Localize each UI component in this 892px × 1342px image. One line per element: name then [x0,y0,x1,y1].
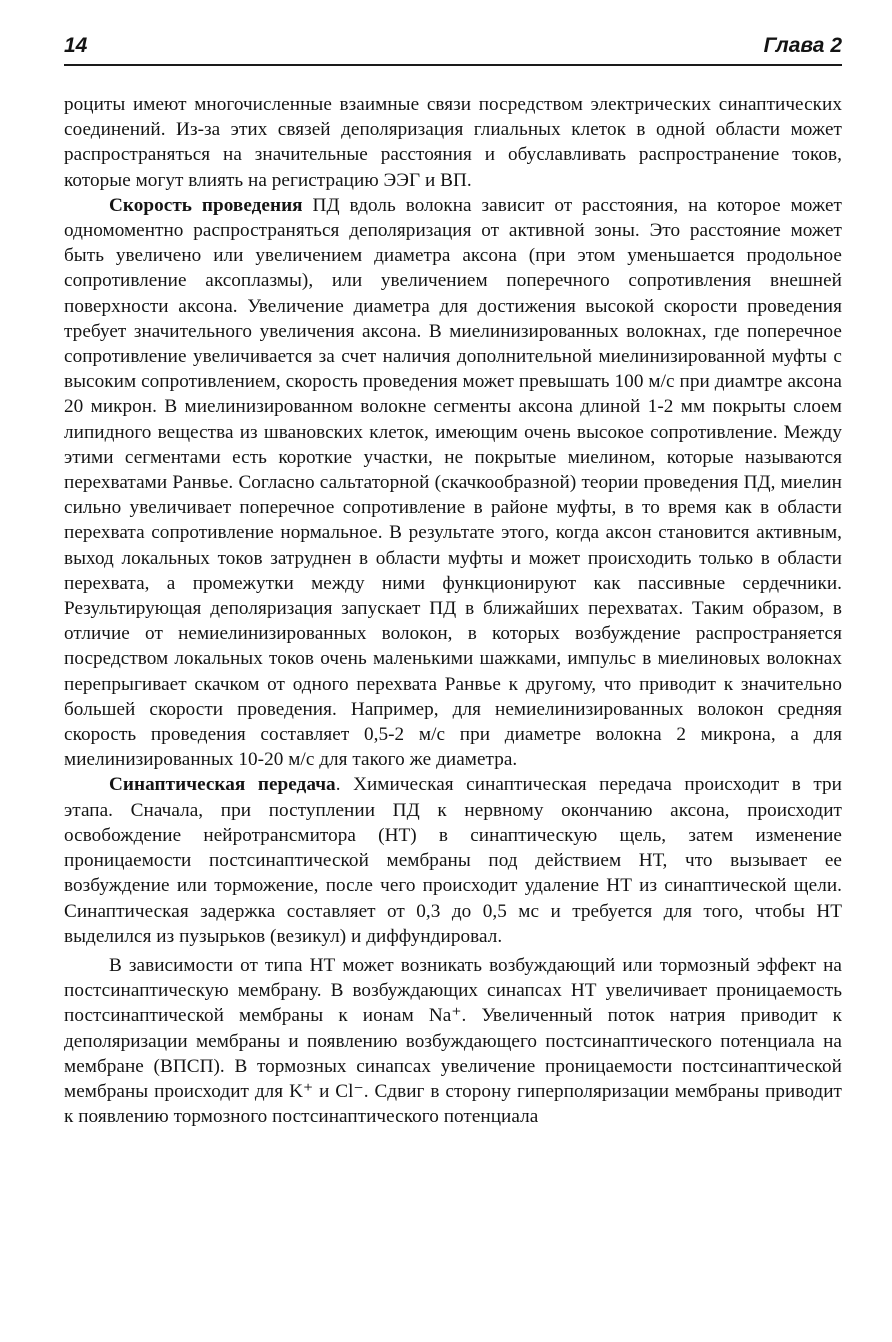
page-number: 14 [64,34,88,57]
chapter-title: Глава 2 [763,34,842,57]
paragraph-neurotransmitter-effect [64,953,842,1129]
paragraph-text: . Химическая синаптическая передача происходит в три этапа. Сначала, при поступлении ПД к нервному окончанию аксона, происходит освобождение нейротрансмитора (НТ) в синаптическую щель, затем изменение проницаемости постсинаптической мембраны под действием НТ, что вызывает ее возбуждение или торможение, после чего происходит удаление НТ из синаптической щели. Синаптическая задержка составляет от 0,3 до 0,5 мс и требуется для того, чтобы НТ выделился из пузырьков (везикул) и диффундировал. [64,774,842,947]
paragraph-lead-synaptic: Синаптическая передача [109,774,336,796]
paragraph-conduction-speed [64,193,842,773]
paragraph-text: В зависимости от типа НТ может возникать возбуждающий или тормозный эффект на постсинаптическую мембрану. В возбуждающих синапсах НТ увеличивает проницаемость постсинаптической мембраны к ионам Na⁺. Увеличенный поток натрия приводит к деполяризации мембраны и появлению возбуждающего постсинаптического потенциала на мембране (ВПСП). В тормозных синапсах увеличение проницаемости постсинаптической мембраны происходит для K⁺ и Cl⁻. Сдвиг в сторону гиперполяризации мембраны приводит к появлению тормозного постсинаптического потенциала [64,954,842,1128]
paragraph-astrocytes [64,92,842,193]
book-page [64,30,842,1128]
page-header [64,30,842,60]
paragraph-text: роциты имеют многочисленные взаимные связи посредством электрических синаптических соединений. Из-за этих связей деполяризация глиальных клеток в одной области может распространяться на значительные расстояния и обуславливать распространение токов, которые могут влиять на регистрацию ЭЭГ и ВП. [64,94,842,191]
paragraph-lead-conduction: Скорость проведения [109,194,303,216]
paragraph-synaptic-transmission [64,772,842,948]
header-rule [64,64,842,66]
paragraph-text: ПД вдоль волокна зависит от расстояния, на которое может одномоментно распространяться деполяризация от активной зоны. Это расстояние может быть увеличено или увеличением диаметра аксона (при этом уменьшается продольное сопротивление аксоплазмы), или увеличением поперечного сопротивления внешней поверхности аксона. Увеличение диаметра для достижения высокой скорости проведения требует значительного увеличения аксона. В миелинизированных волокнах, где поперечное сопротивление увеличивается за счет наличия дополнительной миелинизированной муфты с высоким сопротивлением, скорость проведения может превышать 100 м/с при диамтре аксона 20 микрон. В миелинизированном волокне сегменты аксона длиной 1-2 мм покрыты слоем липидного вещества из шванoвских клеток, имеющим очень высокое сопротивление. Между этими сегментами есть короткие участки, не покрытые миелином, которые называются перехватами Ранвье. Согласно сальтаторной (скачкообразной) теории проведения ПД, миелин сильно увеличивает поперечное сопротивление в районе муфты, в то время как в области перехвата сопротивление нормальное. В результате этого, когда аксон становится активным, выход локальных токов затруднен в области муфты и может происходить только в области перехвата, а промежутки между ними функционируют как пассивные сердечники. Результирующая деполяризация запускает ПД в ближайших перехватах. Таким образом, в отличие от немиелинизированных волокон, в которых возбуждение распространяется посредством локальных токов очень маленькими шажками, импульс в миелиновых волокнах перепрыгивает скачком от одного перехвата Ранвье к другому, что приводит к значительно большей скорости проведения. Например, для немиелинизированных волокон средняя скорость проведения составляет 0,5-2 м/с при диаметре волокна 2 микрона, а для миелинизированных 10-20 м/с для такого же диаметра. [64,194,842,771]
body-text [64,92,842,1129]
